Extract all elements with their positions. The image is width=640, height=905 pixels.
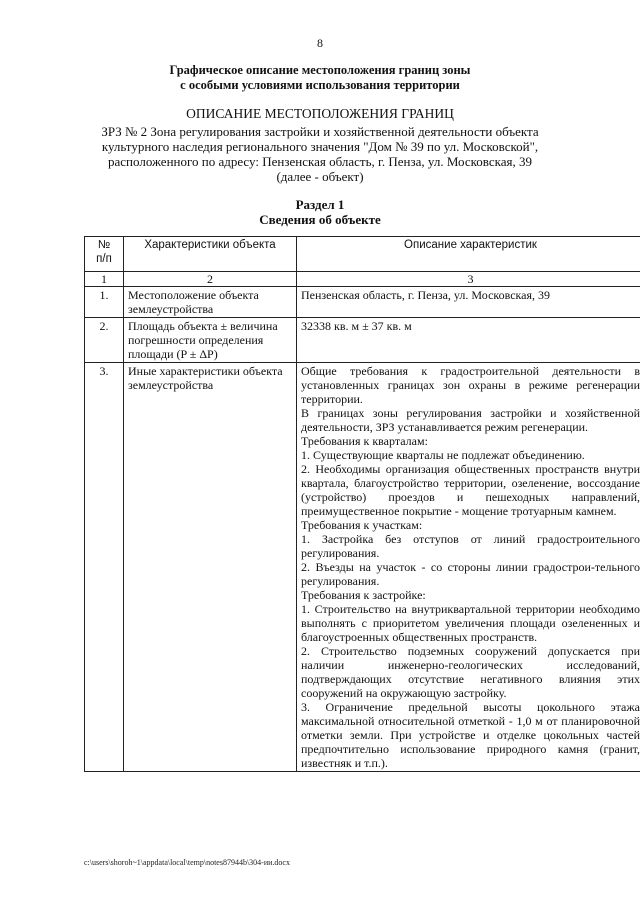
page-number: 8 (317, 36, 323, 50)
table-header-row (85, 237, 640, 272)
requirement-paragraph: 2. Въезды на участок - со стороны линии градострои-тельного регулирования. (301, 560, 640, 588)
requirement-paragraph: В границах зоны регулирования застройки и хозяйственной деятельности, ЗРЗ устанавливается режим регенерации. (301, 406, 640, 434)
requirement-paragraph: Общие требования к градостроительной деятельности в установленных границах зон охраны в режиме регенерации территории. (301, 364, 640, 406)
requirement-heading: Требования к участкам: (301, 518, 423, 532)
footer-file-path: c:\users\shoroh~1\appdata\local\temp\notes87944b\304-ии.docx (84, 858, 290, 867)
description-line: (далее - объект) (276, 169, 364, 184)
heading-line-1: Графическое описание местоположения границ зоны (169, 63, 471, 77)
description-body (100, 124, 540, 184)
row-characteristic: Площадь объекта ± величина погрешности определения площади (P ± ΔP) (124, 318, 297, 363)
requirement-heading: Требования к застройке: (301, 588, 426, 602)
header-description: Описание характеристик (297, 237, 640, 272)
table-row (85, 363, 640, 772)
row-number: 2. (85, 318, 124, 363)
description-title: ОПИСАНИЕ МЕСТОПОЛОЖЕНИЯ ГРАНИЦ (186, 106, 454, 121)
description-line: расположенного по адресу: Пензенская область, г. Пенза, ул. Московская, 39 (108, 154, 532, 169)
row-description: 32338 кв. м ± 37 кв. м (297, 318, 640, 363)
column-number: 3 (297, 272, 640, 287)
section-title: Раздел 1 (295, 197, 345, 212)
object-info-table (84, 236, 640, 772)
description-line: культурного наследия регионального значения "Дом № 39 по ул. Московской", (101, 139, 539, 154)
row-characteristic: Местоположение объекта землеустройства (124, 287, 297, 318)
requirement-paragraph: 2. Необходимы организация общественных пространств внутри квартала, благоустройство территории, озеленение, воссоздание (устройство) проездов и пешеходных направлений, преимущественное покрытие - мощение тротуарным камнем. (301, 462, 640, 518)
column-number: 2 (124, 272, 297, 287)
header-num: № п/п (85, 237, 124, 272)
requirement-paragraph: 1. Строительство на внутриквартальной территории необходимо выполнять с приоритетом увеличения площади озелененных и благоустроенных общественных пространств. (301, 602, 640, 644)
row-description: Пензенская область, г. Пенза, ул. Московская, 39 (297, 287, 640, 318)
column-number-row (85, 272, 640, 287)
section-subtitle: Сведения об объекте (259, 212, 381, 227)
header-characteristic: Характеристики объекта (124, 237, 297, 272)
row-description (297, 363, 640, 772)
requirement-paragraph: 1. Существующие кварталы не подлежат объединению. (301, 448, 585, 462)
requirement-heading: Требования к кварталам: (301, 434, 428, 448)
section-header (0, 197, 640, 227)
table-row (85, 287, 640, 318)
table-row (85, 318, 640, 363)
description-line: ЗРЗ № 2 Зона регулирования застройки и хозяйственной деятельности объекта (101, 124, 539, 139)
column-number: 1 (85, 272, 124, 287)
row-number: 3. (85, 363, 124, 772)
requirement-paragraph: 1. Застройка без отступов от линий градостроительного регулирования. (301, 532, 640, 560)
requirement-paragraph: 3. Ограничение предельной высоты цокольного этажа максимальной относительной отметкой - 1,0 м от планировочной отметки земли. При устройстве и отделке цокольных частей предпочтительно использование природного камня (гранит, известняк и т.п.). (301, 700, 640, 770)
heading-line-2: с особыми условиями использования территории (180, 78, 460, 92)
row-number: 1. (85, 287, 124, 318)
requirement-paragraph: 2. Строительство подземных сооружений допускается при наличии инженерно-геологических исследований, подтверждающих отсутствие негативного влияния этих сооружений на окружающую застройку. (301, 644, 640, 700)
row-characteristic: Иные характеристики объекта землеустройства (124, 363, 297, 772)
document-heading (0, 63, 640, 93)
